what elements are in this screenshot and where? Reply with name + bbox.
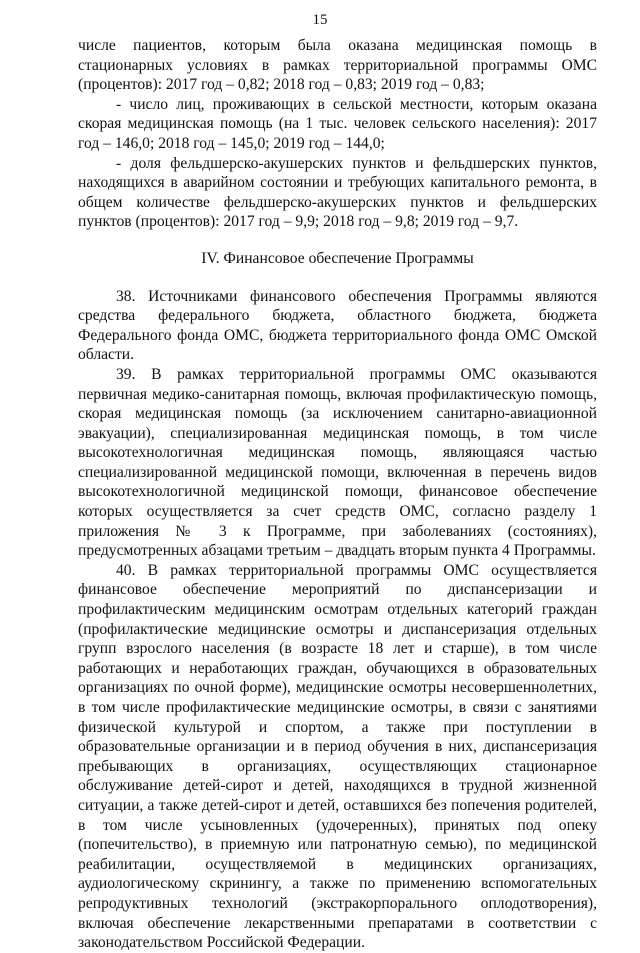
page-number: 15 (312, 12, 328, 28)
document-body (78, 36, 597, 953)
section-heading: IV. Финансовое обеспечение Программы (201, 249, 474, 267)
paragraph-feldsher-points: - доля фельдшерско-акушерских пунктов и фельдшерских пунктов, находящихся в аварийном состоянии и требующих капитального ремонта, в общем количестве фельдшерско-акушерских пунктов и фельдшерских пунктов (процентов): 2017 год – 9,9; 2018 год – 9,8; 2019 год – 9,7. (78, 154, 597, 231)
paragraph-rural-ambulance: - число лиц, проживающих в сельской местности, которым оказана скорая медицинская помощь (на 1 тыс. человек сельского населения): 2017 год – 146,0; 2018 год – 145,0; 2019 год – 144,0; (78, 95, 597, 152)
paragraph-40: 40. В рамках территориальной программы ОМС осуществляется финансовое обеспечение мероприятий по диспансеризации и профилактическим медицинским осмотрам отдельных категорий граждан (профилактические медицинские осмотры и диспансеризация отдельных групп взрослого населения (в возрасте 18 лет и старше), в том числе работающих и неработающих граждан, обучающихся в образовательных организациях по очной форме), медицинские осмотры несовершеннолетних, в том числе профилактические медицинские осмотры, в связи с занятиями физической культурой и спортом, а также при поступлении в образовательные организации и в период обучения в них, диспансеризация пребывающих в организациях, осуществляющих стационарное обслуживание детей-сирот и детей, находящихся в трудной жизненной ситуации, а также детей-сирот и детей, оставшихся без попечения родителей, в том числе усыновленных (удочеренных), принятых под опеку (попечительство), в приемную или патронатную семью), по медицинской реабилитации, осуществляемой в медицинских организациях, аудиологическому скринингу, а также по применению вспомогательных репродуктивных технологий (экстракорпорального оплодотворения), включая обеспечение лекарственными препаратами в соответствии с законодательством Российской Федерации. (78, 561, 597, 952)
paragraph-39: 39. В рамках территориальной программы ОМС оказываются первичная медико-санитарная помощь, включая профилактическую помощь, скорая медицинская помощь (за исключением санитарно-авиационной эвакуации), специализированная медицинская помощь, в том числе высокотехнологичная медицинская помощь, являющаяся частью специализированной медицинской помощи, включенная в перечень видов высокотехнологичной медицинской помощи, финансовое обеспечение которых осуществляется за счет средств ОМС, согласно разделу 1 приложения № 3 к Программе, при заболеваниях (состояниях), предусмотренных абзацами третьим – двадцать вторым пункта 4 Программы. (78, 365, 597, 560)
paragraph-continuation: числе пациентов, которым была оказана медицинская помощь в стационарных условиях в рамках территориальной программы ОМС (процентов): 2017 год – 0,82; 2018 год – 0,83; 2019 год – 0,83; (78, 37, 597, 94)
paragraph-38: 38. Источниками финансового обеспечения Программы являются средства федерального бюджета, областного бюджета, бюджета Федерального фонда ОМС, бюджета территориального фонда ОМС Омской области. (78, 287, 597, 364)
